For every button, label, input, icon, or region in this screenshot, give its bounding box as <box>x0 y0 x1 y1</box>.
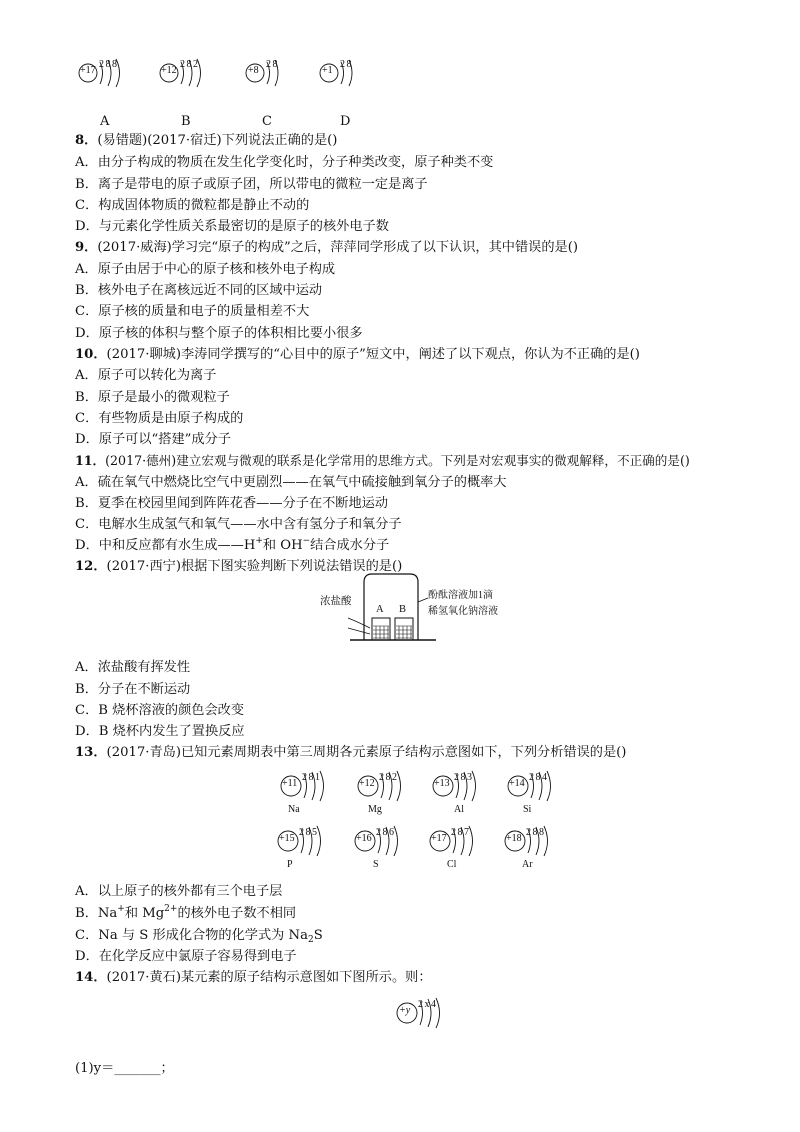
atom-diagram <box>355 768 419 815</box>
nucleus-charge: +17 <box>80 65 96 76</box>
option: A．原子由居于中心的原子核和核外电子构成 <box>75 262 336 277</box>
question-text: (2017·黄石)某元素的原子结构示意图如下图所示。则： <box>106 970 432 985</box>
atom-diagram <box>318 56 368 90</box>
option: D．与元素化学性质关系最密切的是原子的核外电子数 <box>75 219 389 234</box>
shell-electrons: 2 8 6 <box>376 827 394 838</box>
question-10-stem <box>75 346 640 364</box>
question-9-stem <box>75 239 578 257</box>
atom-diagram <box>244 56 294 90</box>
element-symbol: Na <box>288 804 300 815</box>
nucleus-charge: +1 <box>322 65 333 76</box>
atom-diagram <box>430 768 494 815</box>
superscript: + <box>255 536 263 546</box>
option-text: S <box>313 928 323 943</box>
shell-electrons: 2 8 <box>266 59 278 70</box>
option: A．由分子构成的物质在发生化学变化时，分子种类改变，原子种类不变 <box>75 155 494 170</box>
question-13-stem <box>75 744 626 762</box>
option <box>75 927 323 945</box>
nucleus-charge: +14 <box>509 778 525 789</box>
beaker-label: A <box>376 604 384 615</box>
element-symbol: P <box>287 859 293 870</box>
question-text: (2017·青岛)已知元素周期表中第三周期各元素原子结构示意图如下，下列分析错误的是() <box>106 745 627 760</box>
nucleus-charge: +17 <box>431 833 447 844</box>
option: D．B 烧杯内发生了置换反应 <box>75 724 245 739</box>
option: C．原子核的质量和电子的质量相差不大 <box>75 304 310 319</box>
shell-electrons: 2 8 2 <box>379 772 397 783</box>
option: C．有些物质是由原子构成的 <box>75 411 244 426</box>
nucleus-charge: +8 <box>248 65 259 76</box>
option: C．构成固体物质的微粒都是静止不动的 <box>75 198 310 213</box>
option-text: 和 Mg <box>124 906 165 921</box>
subscript: 2 <box>307 935 314 945</box>
atom-diagram <box>278 768 342 815</box>
atom-diagram <box>158 56 218 90</box>
nucleus-charge: +15 <box>279 833 295 844</box>
option-text: B．Na <box>75 906 118 921</box>
element-symbol: Si <box>523 804 532 815</box>
beaker-label: B <box>399 604 407 615</box>
element-symbol: Cl <box>447 859 457 870</box>
element-symbol: Mg <box>368 804 382 815</box>
experiment-figure <box>318 572 498 648</box>
question-number: 10． <box>75 347 107 362</box>
superscript: 2+ <box>164 904 178 914</box>
element-symbol: Ar <box>522 859 533 870</box>
option-letter: C <box>262 114 272 129</box>
question-14-stem <box>75 969 432 987</box>
option: A．原子可以转化为离子 <box>75 368 217 383</box>
atom-diagram <box>427 823 491 870</box>
option: B．分子在不断运动 <box>75 682 191 697</box>
option: D．在化学反应中氯原子容易得到电子 <box>75 949 297 964</box>
figure-label: 浓盐酸 <box>320 596 352 607</box>
question-number: 13． <box>75 745 107 760</box>
question-number: 8． <box>75 133 98 148</box>
shell-electrons: 2 8 1 <box>302 772 320 783</box>
question-text: (易错题)(2017·宿迁)下列说法正确的是() <box>97 133 338 148</box>
option <box>75 905 296 923</box>
nucleus-charge: +16 <box>356 833 372 844</box>
shell-electrons: 2 8 <box>340 59 352 70</box>
option: D．原子核的体积与整个原子的体积相比要小很多 <box>75 326 363 341</box>
nucleus-charge: +13 <box>434 778 450 789</box>
nucleus-charge: +11 <box>282 778 298 789</box>
option <box>75 537 389 555</box>
shell-electrons: 2 x 4 <box>418 999 436 1010</box>
atom-diagram <box>502 823 566 870</box>
option: C．B 烧杯溶液的颜色会改变 <box>75 703 245 718</box>
atom-diagram <box>505 768 569 815</box>
option: A．硫在氧气中燃烧比空气中更剧烈——在氧气中硫接触到氧分子的概率大 <box>75 475 507 490</box>
question-text: (2017·西宁)根据下图实验判断下列说法错误的是() <box>106 559 403 574</box>
option-letter: D <box>340 114 351 129</box>
superscript: − <box>302 536 311 546</box>
option: B．核外电子在离核远近不同的区域中运动 <box>75 283 323 298</box>
shell-electrons: 2 8 5 <box>299 827 317 838</box>
shell-electrons: 2 8 8 <box>99 59 117 70</box>
superscript: + <box>117 904 125 914</box>
shell-electrons: 2 8 3 <box>454 772 472 783</box>
question-text: (2017·德州)建立宏观与微观的联系是化学常用的思维方式。下列是对宏观事实的微观解释，不正确的是() <box>105 453 690 468</box>
nucleus-charge: +y <box>399 1005 411 1016</box>
option: C．电解水生成氢气和氧气——水中含有氢分子和氧分子 <box>75 517 402 532</box>
question-text: (2017·聊城)李涛同学撰写的“心目中的原子”短文中，阐述了以下观点，你认为不正确的是() <box>106 347 640 362</box>
option-text: D．中和反应都有水生成——H <box>75 538 256 553</box>
question-number: 14． <box>75 970 107 985</box>
option-text: 和 OH <box>262 538 303 553</box>
shell-electrons: 2 8 2 <box>180 59 198 70</box>
option: B．夏季在校园里闻到阵阵花香——分子在不断地运动 <box>75 496 389 511</box>
shell-electrons: 2 8 8 <box>526 827 544 838</box>
question-number: 12． <box>75 559 107 574</box>
option-text: C．Na 与 S 形成化合物的化学式为 Na <box>75 928 308 943</box>
nucleus-charge: +18 <box>506 833 522 844</box>
element-symbol: S <box>373 859 379 870</box>
option-text: 结合成水分子 <box>310 538 390 553</box>
option: B．原子是最小的微观粒子 <box>75 390 230 405</box>
nucleus-charge: +12 <box>359 778 375 789</box>
atom-diagram <box>352 823 416 870</box>
question-text: (2017·威海)学习完“原子的构成”之后，萍萍同学形成了以下认识，其中错误的是() <box>97 240 579 255</box>
question-8-stem <box>75 132 337 150</box>
answer-blank[interactable]: (1)y＝_______； <box>75 1061 174 1076</box>
option-letter: A <box>100 114 110 129</box>
option: A．以上原子的核外都有三个电子层 <box>75 884 283 899</box>
shell-electrons: 2 8 7 <box>451 827 469 838</box>
atom-diagram <box>275 823 339 870</box>
nucleus-charge: +12 <box>161 65 177 76</box>
question-11-stem <box>75 452 690 470</box>
shell-electrons: 2 8 4 <box>529 772 547 783</box>
option-letter: B <box>181 114 191 129</box>
figure-label: 酚酞溶液加1滴 <box>428 590 493 601</box>
atom-diagram <box>394 995 458 1031</box>
option: D．原子可以“搭建”成分子 <box>75 432 231 447</box>
atom-diagram <box>77 56 137 90</box>
option-text: 的核外电子数不相同 <box>177 906 297 921</box>
option: B．离子是带电的原子或原子团，所以带电的微粒一定是离子 <box>75 177 428 192</box>
figure-label: 稀氢氧化钠溶液 <box>428 606 498 617</box>
question-number: 9． <box>75 240 98 255</box>
element-symbol: Al <box>454 804 464 815</box>
option: A．浓盐酸有挥发性 <box>75 660 191 675</box>
question-number: 11． <box>75 453 106 468</box>
